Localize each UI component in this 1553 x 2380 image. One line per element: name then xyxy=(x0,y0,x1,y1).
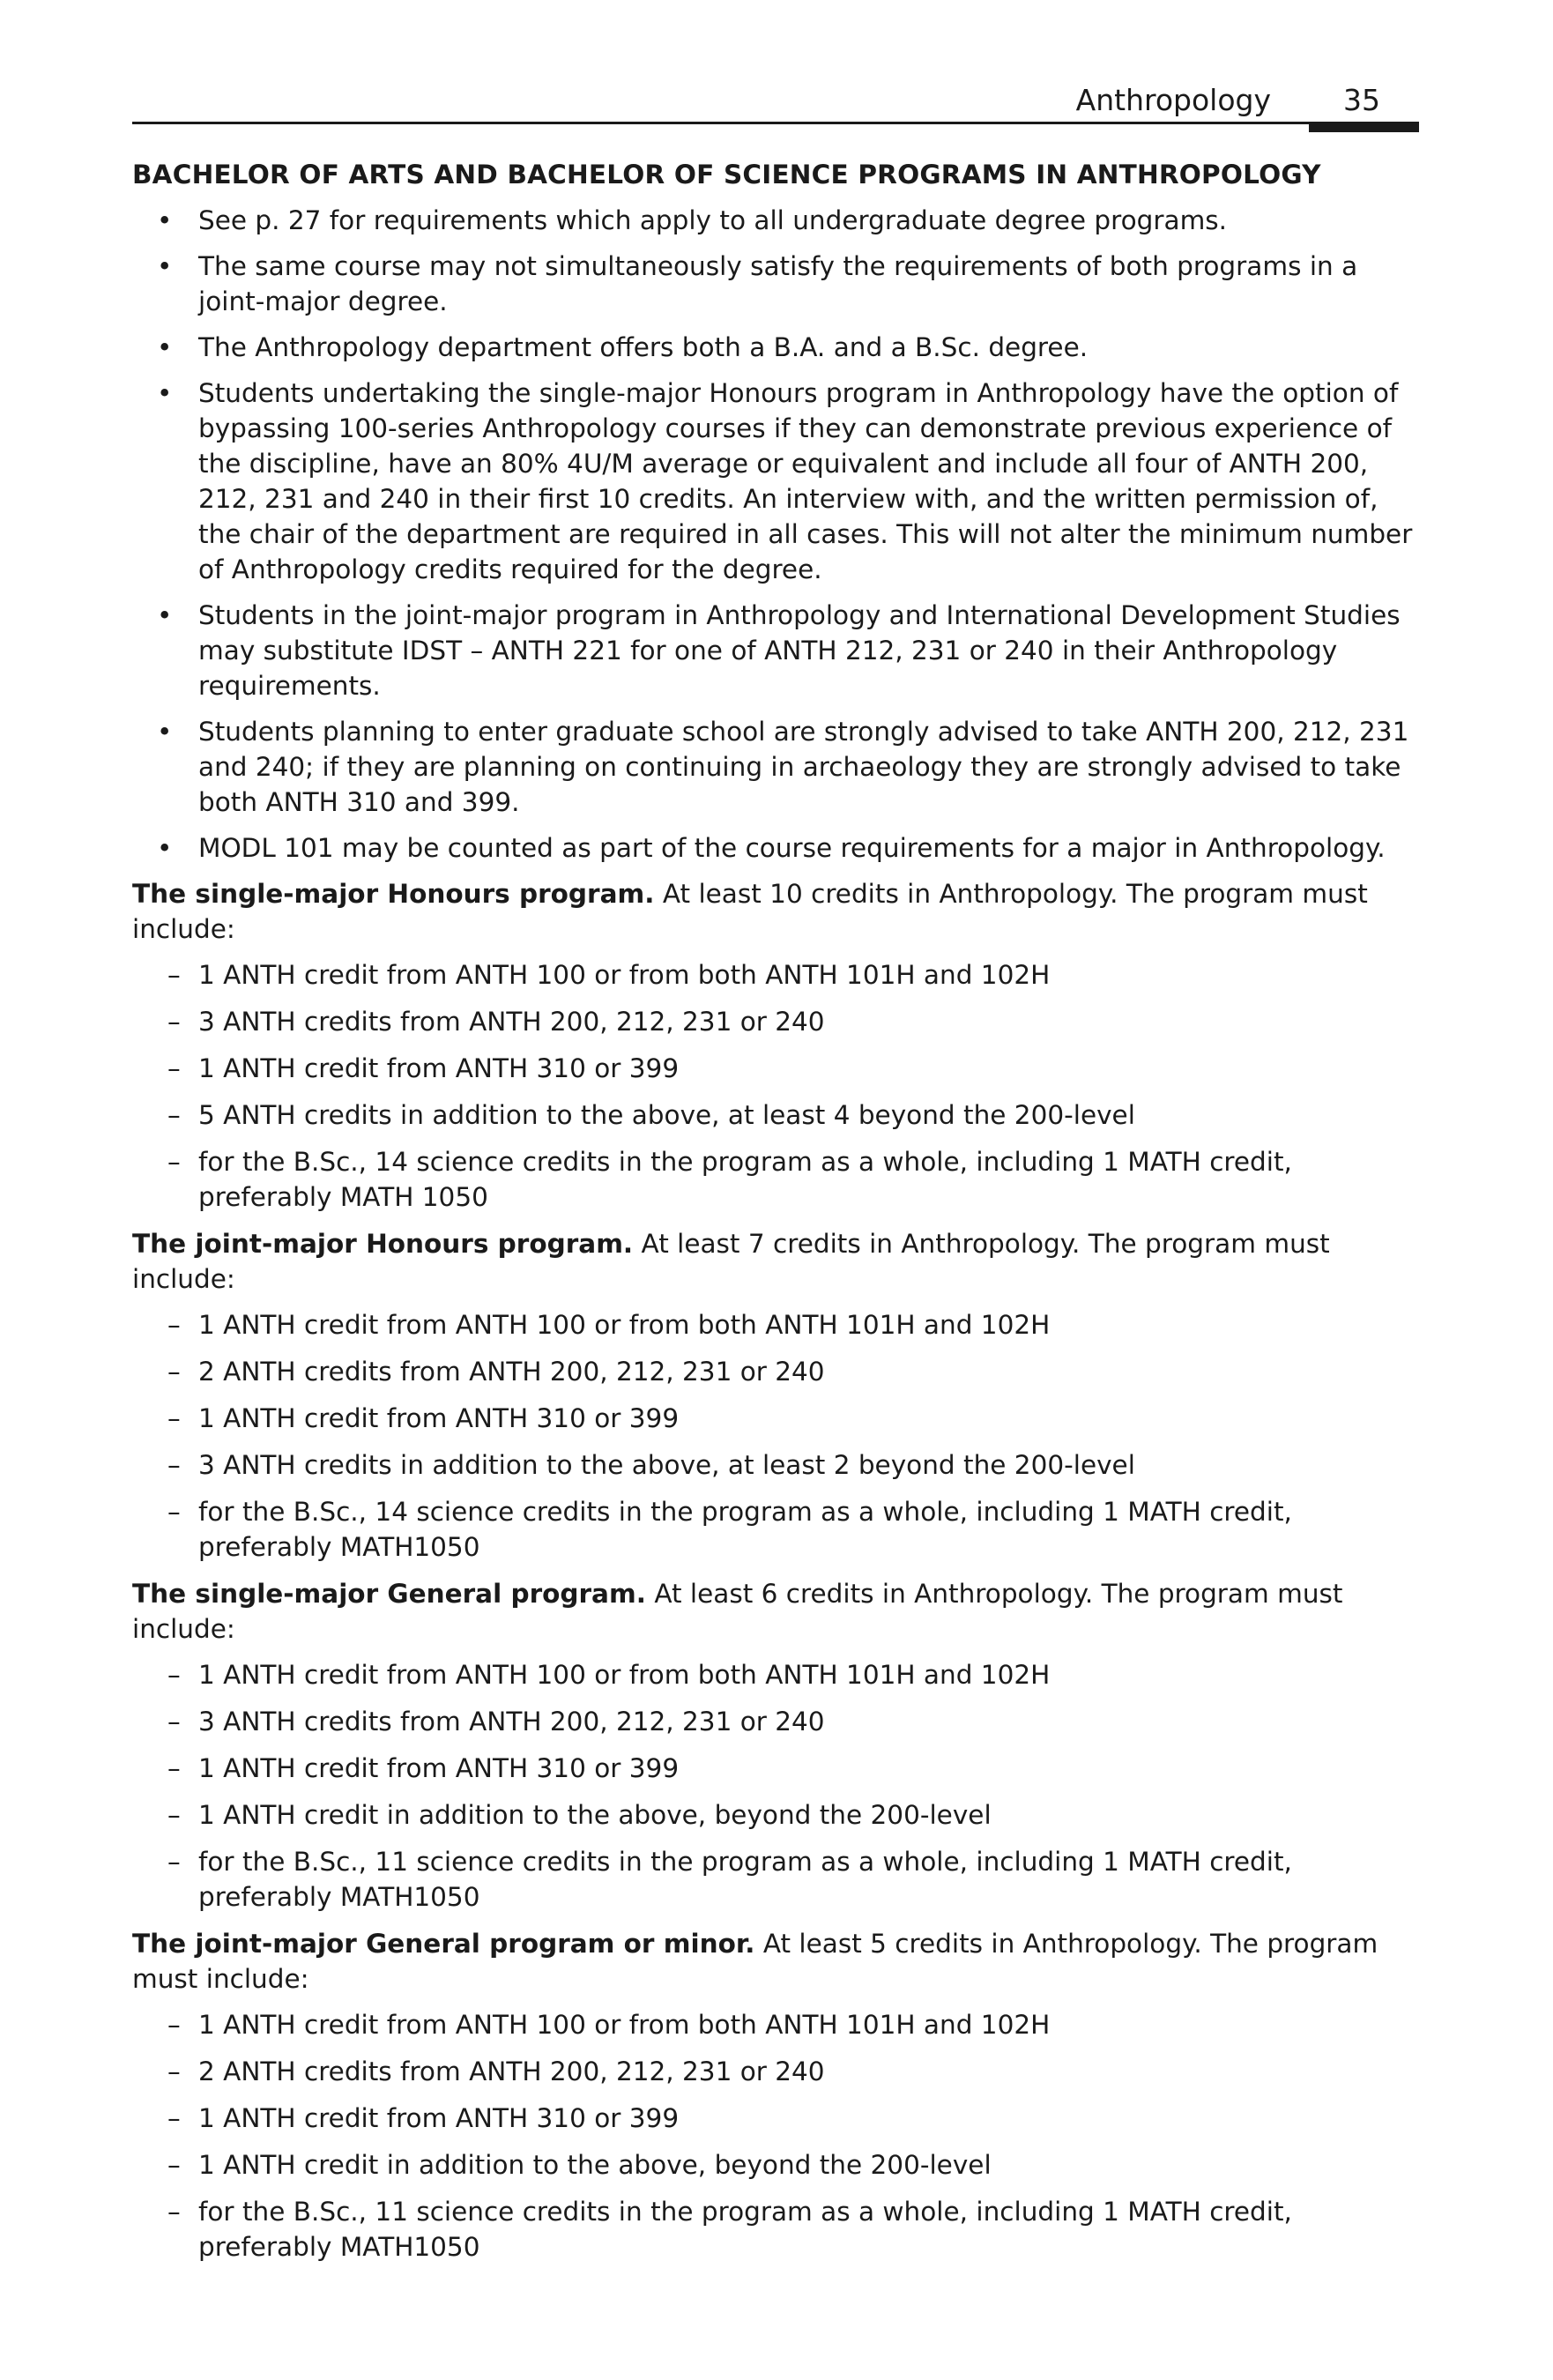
requirement-text: 1 ANTH credit in addition to the above, beyond the 200-level xyxy=(198,1800,992,1830)
page-number: 35 xyxy=(1343,83,1380,117)
requirement-item xyxy=(132,1657,1419,1692)
program-joint-major-general-or-minor xyxy=(132,1926,1419,2265)
requirement-item xyxy=(132,1401,1419,1436)
requirement-item xyxy=(132,2007,1419,2042)
note-item xyxy=(132,249,1419,319)
program-intro: At least 7 credits in Anthropology. The program must include: xyxy=(132,1229,1330,1294)
dash-marker: – xyxy=(167,1707,181,1737)
dash-marker: – xyxy=(167,2010,181,2040)
requirement-item xyxy=(132,1704,1419,1739)
requirement-text: for the B.Sc., 11 science credits in the program as a whole, including 1 MATH credit, preferably MATH1050 xyxy=(198,2197,1292,2262)
program-name: The joint-major General program or minor. xyxy=(132,1929,755,1959)
note-item xyxy=(132,376,1419,587)
program-single-major-honours xyxy=(132,876,1419,1215)
note-item xyxy=(132,330,1419,365)
bullet-marker: • xyxy=(157,205,173,235)
dash-marker: – xyxy=(167,2197,181,2227)
program-intro: At least 5 credits in Anthropology. The program must include: xyxy=(132,1929,1378,1994)
note-text: See p. 27 for requirements which apply to all undergraduate degree programs. xyxy=(198,205,1228,235)
requirements-list xyxy=(132,2007,1419,2265)
bullet-marker: • xyxy=(157,833,173,863)
requirement-item xyxy=(132,1797,1419,1833)
header-rule xyxy=(132,122,1309,124)
dash-marker: – xyxy=(167,1357,181,1387)
section-heading: BACHELOR OF ARTS AND BACHELOR OF SCIENCE PROGRAMS IN ANTHROPOLOGY xyxy=(132,160,1321,190)
dash-marker: – xyxy=(167,1403,181,1433)
requirements-list xyxy=(132,957,1419,1215)
requirement-item xyxy=(132,2101,1419,2136)
requirement-item xyxy=(132,2194,1419,2265)
requirement-item xyxy=(132,1447,1419,1483)
note-text: The same course may not simultaneously satisfy the requirements of both programs in a joint-major degree. xyxy=(198,251,1358,316)
program-title-line xyxy=(132,1226,1419,1297)
dash-marker: – xyxy=(167,1310,181,1340)
document-page xyxy=(132,0,1419,2380)
note-item xyxy=(132,598,1419,703)
requirement-text: 1 ANTH credit from ANTH 100 or from both ANTH 101H and 102H xyxy=(198,1310,1051,1340)
requirement-item xyxy=(132,1051,1419,1086)
dash-marker: – xyxy=(167,1800,181,1830)
program-single-major-general xyxy=(132,1576,1419,1915)
requirement-item xyxy=(132,1097,1419,1133)
note-text: Students undertaking the single-major Honours program in Anthropology have the option of bypassing 100-series Anthropology courses if they can demonstrate previous experience of the discipline, have an 80% 4U/M average or equivalent and include all four of ANTH 200, 212, 231 and 240 in their first 10 credits. An interview with, and the written permission of, the chair of the department are required in all cases. This will not alter the minimum number of Anthropology credits required for the degree. xyxy=(198,378,1413,584)
program-joint-major-honours xyxy=(132,1226,1419,1565)
requirement-text: 1 ANTH credit in addition to the above, beyond the 200-level xyxy=(198,2150,992,2180)
dash-marker: – xyxy=(167,1100,181,1130)
bullet-marker: • xyxy=(157,717,173,747)
program-name: The single-major Honours program. xyxy=(132,879,655,909)
dash-marker: – xyxy=(167,1660,181,1690)
bullet-marker: • xyxy=(157,378,173,408)
requirement-text: 1 ANTH credit from ANTH 100 or from both ANTH 101H and 102H xyxy=(198,1660,1051,1690)
running-header xyxy=(132,78,1419,139)
note-item xyxy=(132,203,1419,238)
requirements-list xyxy=(132,1307,1419,1565)
dash-marker: – xyxy=(167,1147,181,1177)
requirement-item xyxy=(132,1751,1419,1786)
program-title-line xyxy=(132,1576,1419,1647)
requirement-text: 2 ANTH credits from ANTH 200, 212, 231 or 240 xyxy=(198,1357,825,1387)
general-notes-list xyxy=(132,203,1419,866)
dash-marker: – xyxy=(167,1007,181,1037)
bullet-marker: • xyxy=(157,332,173,362)
program-intro: At least 10 credits in Anthropology. The program must include: xyxy=(132,879,1368,944)
requirement-item xyxy=(132,1844,1419,1915)
requirement-text: for the B.Sc., 14 science credits in the program as a whole, including 1 MATH credit, preferably MATH1050 xyxy=(198,1497,1292,1562)
requirement-item xyxy=(132,957,1419,993)
requirement-item xyxy=(132,1144,1419,1215)
requirement-item xyxy=(132,1004,1419,1039)
requirement-item xyxy=(132,1494,1419,1565)
program-title-line xyxy=(132,1926,1419,1997)
requirement-item xyxy=(132,1307,1419,1342)
running-header-section: Anthropology xyxy=(1075,83,1271,117)
bullet-marker: • xyxy=(157,251,173,281)
requirement-item xyxy=(132,1354,1419,1389)
dash-marker: – xyxy=(167,2103,181,2133)
requirement-text: 3 ANTH credits from ANTH 200, 212, 231 or 240 xyxy=(198,1707,825,1737)
page-body xyxy=(132,157,1419,2276)
requirements-list xyxy=(132,1657,1419,1915)
requirement-text: 1 ANTH credit from ANTH 100 or from both ANTH 101H and 102H xyxy=(198,960,1051,990)
requirement-text: 2 ANTH credits from ANTH 200, 212, 231 or 240 xyxy=(198,2056,825,2086)
dash-marker: – xyxy=(167,1053,181,1083)
dash-marker: – xyxy=(167,1497,181,1527)
dash-marker: – xyxy=(167,960,181,990)
note-item xyxy=(132,830,1419,866)
dash-marker: – xyxy=(167,1847,181,1877)
requirement-item xyxy=(132,2054,1419,2089)
program-name: The single-major General program. xyxy=(132,1579,646,1609)
requirement-text: 5 ANTH credits in addition to the above, at least 4 beyond the 200-level xyxy=(198,1100,1135,1130)
header-thumb-tab xyxy=(1309,122,1419,132)
program-name: The joint-major Honours program. xyxy=(132,1229,634,1259)
dash-marker: – xyxy=(167,1450,181,1480)
dash-marker: – xyxy=(167,2150,181,2180)
note-text: MODL 101 may be counted as part of the course requirements for a major in Anthropology. xyxy=(198,833,1386,863)
program-title-line xyxy=(132,876,1419,947)
requirement-text: 3 ANTH credits from ANTH 200, 212, 231 or 240 xyxy=(198,1007,825,1037)
requirement-text: 1 ANTH credit from ANTH 310 or 399 xyxy=(198,1053,680,1083)
requirement-text: 1 ANTH credit from ANTH 310 or 399 xyxy=(198,2103,680,2133)
note-text: Students in the joint-major program in Anthropology and International Development Studies may substitute IDST – ANTH 221 for one of ANTH 212, 231 or 240 in their Anthropology requirements. xyxy=(198,600,1401,701)
note-text: The Anthropology department offers both a B.A. and a B.Sc. degree. xyxy=(198,332,1089,362)
requirement-text: 1 ANTH credit from ANTH 100 or from both ANTH 101H and 102H xyxy=(198,2010,1051,2040)
requirement-text: for the B.Sc., 11 science credits in the program as a whole, including 1 MATH credit, preferably MATH1050 xyxy=(198,1847,1292,1912)
bullet-marker: • xyxy=(157,600,173,630)
dash-marker: – xyxy=(167,1753,181,1783)
requirement-text: for the B.Sc., 14 science credits in the program as a whole, including 1 MATH credit, preferably MATH 1050 xyxy=(198,1147,1292,1212)
note-item xyxy=(132,714,1419,820)
requirement-text: 3 ANTH credits in addition to the above, at least 2 beyond the 200-level xyxy=(198,1450,1135,1480)
dash-marker: – xyxy=(167,2056,181,2086)
note-text: Students planning to enter graduate school are strongly advised to take ANTH 200, 212, 231 and 240; if they are planning on continuing in archaeology they are strongly advised to take both ANTH 310 and 399. xyxy=(198,717,1409,817)
requirement-text: 1 ANTH credit from ANTH 310 or 399 xyxy=(198,1403,680,1433)
requirement-text: 1 ANTH credit from ANTH 310 or 399 xyxy=(198,1753,680,1783)
program-intro: At least 6 credits in Anthropology. The program must include: xyxy=(132,1579,1343,1644)
requirement-item xyxy=(132,2147,1419,2183)
